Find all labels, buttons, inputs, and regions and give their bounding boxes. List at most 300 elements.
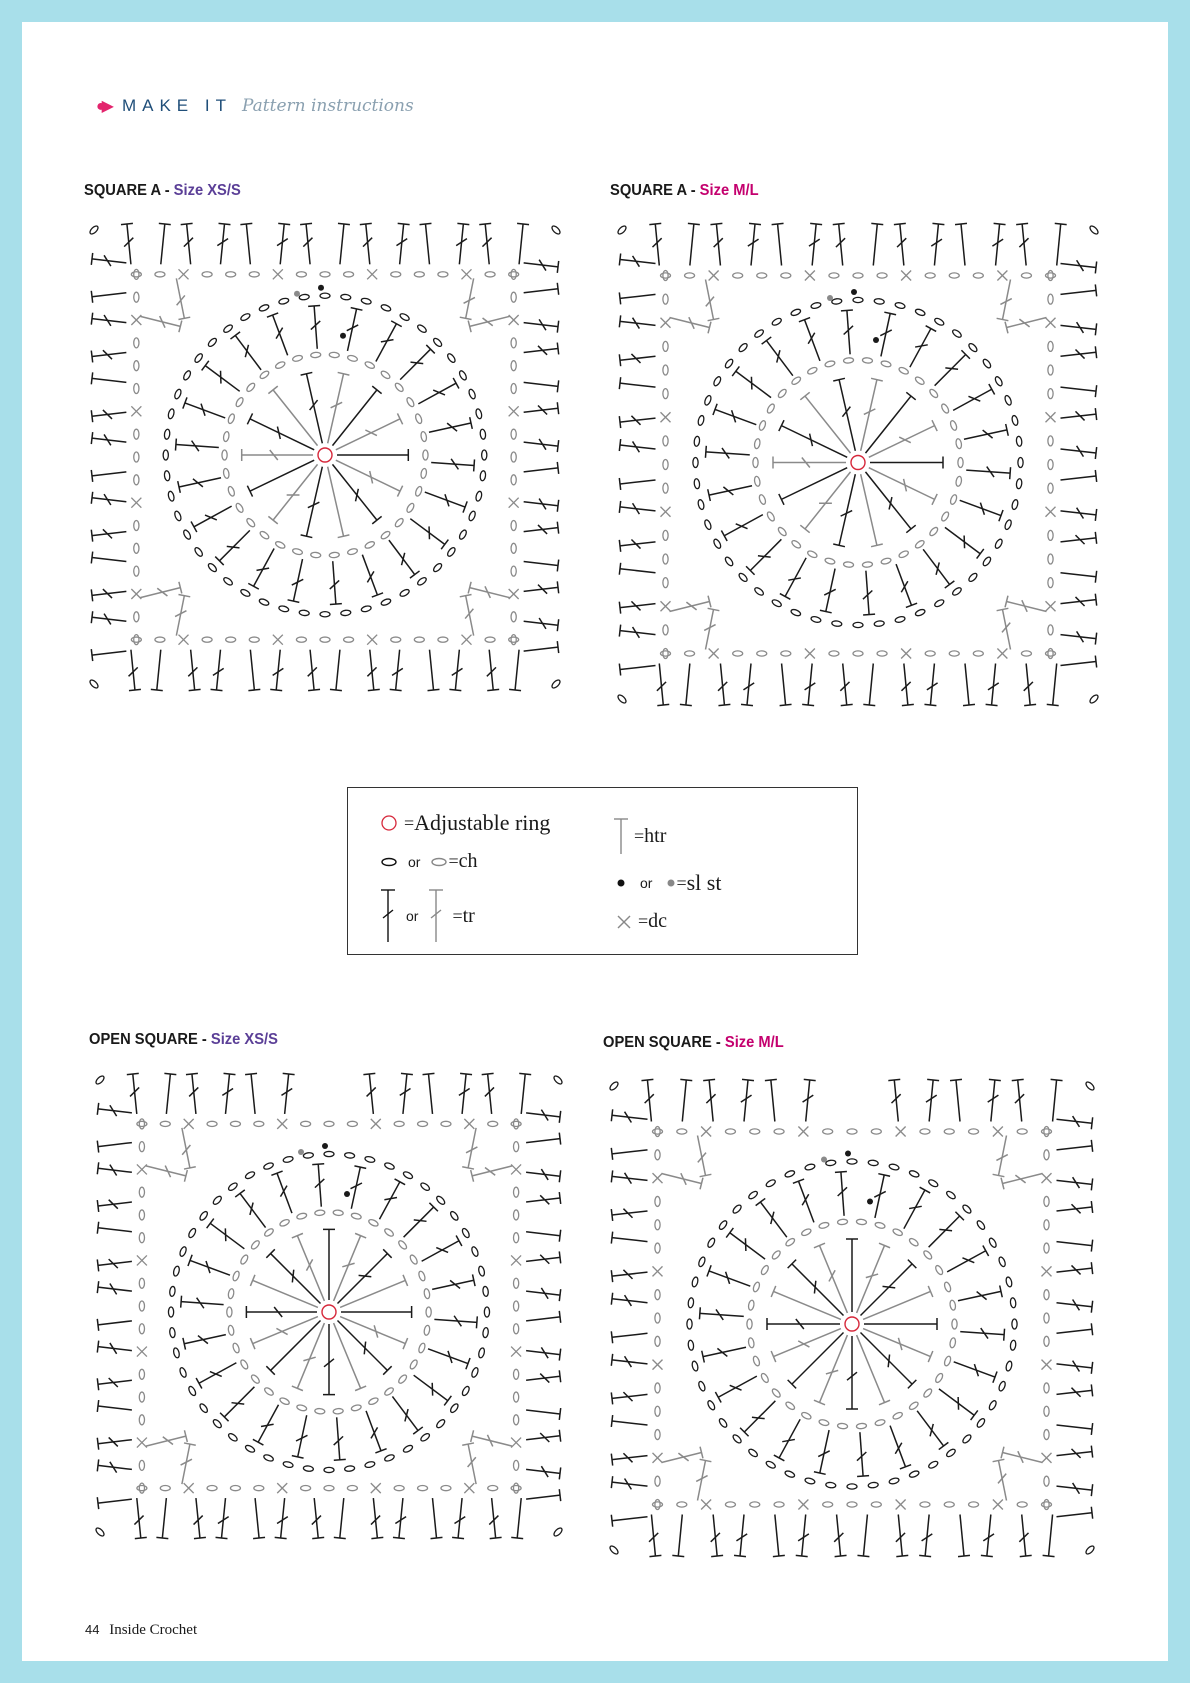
chain-symbol (137, 1486, 147, 1491)
chain-symbol (663, 625, 668, 635)
treble-symbol (312, 1164, 324, 1207)
chain-symbol (511, 384, 516, 394)
chain-symbol (853, 651, 863, 656)
chain-symbol (713, 376, 723, 387)
treble-symbol (869, 468, 937, 505)
chain-symbol (139, 1119, 144, 1129)
treble-symbol (460, 278, 475, 319)
chain-symbol (278, 605, 289, 613)
chain-symbol (1048, 625, 1053, 635)
chain-symbol (790, 608, 801, 617)
chain-symbol (837, 1423, 847, 1429)
chain-symbol (435, 1418, 446, 1429)
chain-symbol (368, 1218, 379, 1227)
chain-symbol (139, 1369, 144, 1379)
chain-symbol (227, 1432, 238, 1442)
treble-symbol (840, 664, 852, 706)
chain-symbol (416, 324, 427, 334)
dc-symbol (653, 1360, 663, 1370)
chain-symbol (807, 366, 818, 375)
chain-symbol (1012, 1319, 1017, 1329)
treble-symbol (1061, 594, 1097, 606)
chain-symbol (1048, 365, 1053, 375)
chain-symbol (347, 548, 358, 556)
dc-symbol (798, 1127, 808, 1137)
treble-symbol (460, 594, 474, 635)
chain-symbol (825, 1482, 836, 1488)
dc-symbol (805, 649, 815, 659)
chain-symbol (438, 637, 448, 642)
treble-symbol (471, 1166, 512, 1182)
chain-symbol (134, 269, 139, 279)
chain-symbol (663, 460, 668, 470)
chain-symbol (663, 341, 668, 351)
treble-symbol (330, 650, 342, 691)
chain-symbol (511, 612, 516, 622)
treble-symbol (422, 1236, 462, 1262)
treble-symbol (1061, 284, 1097, 296)
dc-symbol (509, 406, 519, 416)
chain-symbol (446, 353, 456, 364)
chain-symbol (1005, 1361, 1013, 1372)
chain-symbol (485, 637, 495, 642)
chain-symbol (895, 302, 906, 310)
treble-symbol (1057, 1116, 1093, 1129)
chain-symbol (423, 1325, 430, 1336)
chain-symbol (807, 550, 818, 559)
treble-symbol (939, 1389, 978, 1420)
chain-symbol (994, 376, 1004, 387)
chain-symbol (1005, 1276, 1013, 1287)
chain-symbol (458, 370, 468, 381)
treble-symbol (524, 641, 559, 653)
chain-symbol (951, 586, 962, 596)
treble-symbol (91, 432, 126, 445)
treble-symbol (425, 492, 467, 513)
treble-symbol (871, 223, 883, 265)
chain-symbol (1044, 1150, 1049, 1160)
treble-symbol (741, 664, 754, 706)
treble-symbol (245, 1073, 257, 1113)
chain-symbol (134, 292, 139, 302)
chain-symbol (361, 605, 372, 613)
dc-symbol (179, 269, 189, 279)
chain-symbol (212, 1195, 223, 1206)
treble-symbol (186, 1073, 198, 1113)
treble-symbol (917, 1411, 948, 1450)
dc-symbol (131, 589, 141, 599)
treble-symbol (1057, 1299, 1093, 1312)
treble-symbol (772, 223, 784, 265)
chain-symbol (416, 576, 427, 586)
chain-symbol (1046, 651, 1056, 656)
chain-symbol (134, 566, 139, 576)
chain-symbol (423, 1288, 430, 1299)
chain-symbol (655, 1476, 660, 1486)
chain-symbol (299, 294, 310, 300)
chain-symbol (244, 1444, 255, 1454)
treble-symbol (670, 596, 711, 612)
treble-symbol (91, 589, 126, 601)
chain-symbol (207, 1121, 217, 1126)
treble-symbol (619, 501, 655, 514)
chain-symbol (1018, 458, 1023, 468)
chain-symbol (351, 1404, 362, 1412)
chain-symbol (909, 1470, 920, 1479)
chain-symbol (898, 366, 909, 375)
treble-symbol (611, 1170, 647, 1183)
treble-symbol (266, 1320, 320, 1374)
treble-symbol (611, 1109, 647, 1122)
chain-symbol (364, 1156, 375, 1164)
treble-symbol (846, 1336, 858, 1409)
treble-symbol (216, 1498, 229, 1538)
chain-symbol (1046, 273, 1056, 278)
treble-symbol (726, 1228, 765, 1259)
chain-symbol (164, 470, 170, 481)
dc-symbol (997, 649, 1007, 659)
chain-symbol (781, 651, 791, 656)
chain-symbol (804, 1163, 815, 1171)
chain-symbol (829, 273, 839, 278)
treble-symbol (511, 1498, 523, 1538)
chain-symbol (296, 1404, 307, 1412)
chain-symbol (441, 1121, 451, 1126)
treble-symbol (611, 1148, 647, 1160)
treble-symbol (950, 1079, 962, 1121)
treble-symbol (151, 650, 163, 691)
chain-symbol (380, 598, 391, 607)
dc-symbol (709, 649, 719, 659)
treble-symbol (97, 1222, 132, 1234)
treble-symbol (366, 1411, 387, 1453)
chain-symbol (139, 1392, 144, 1402)
chain-symbol (713, 538, 723, 549)
chain-symbol (969, 1129, 979, 1134)
chain-symbol (182, 529, 192, 540)
chain-symbol (697, 415, 705, 426)
chain-symbol (155, 637, 165, 642)
chain-symbol (296, 1212, 307, 1220)
chain-symbol (847, 1159, 857, 1164)
treble-symbol (301, 372, 323, 443)
chain-symbol (134, 543, 139, 553)
half-treble-icon (612, 816, 630, 856)
chain-symbol (874, 298, 885, 304)
chain-symbol (245, 382, 256, 393)
open-square-ml-diagram (600, 1068, 1104, 1568)
chain-symbol (228, 1325, 235, 1336)
treble-symbol (1001, 1174, 1042, 1190)
treble-symbol (240, 223, 252, 264)
treble-symbol (861, 378, 883, 451)
slip-stitch-symbol (851, 289, 857, 295)
treble-symbol (680, 1079, 692, 1121)
treble-symbol (901, 664, 913, 706)
chain-symbol (760, 1264, 770, 1275)
chain-symbol (420, 468, 427, 479)
treble-symbol (97, 1281, 132, 1294)
dc-symbol (277, 1119, 287, 1129)
chain-symbol (881, 360, 892, 368)
treble-symbol (1057, 1483, 1093, 1496)
treble-symbol (277, 223, 290, 264)
chain-symbol (1044, 1220, 1049, 1230)
chain-symbol (315, 1408, 325, 1414)
chain-symbol (1085, 1545, 1096, 1556)
treble-symbol (993, 1459, 1007, 1500)
treble-symbol (963, 664, 975, 706)
chain-symbol (406, 397, 416, 408)
treble-symbol (611, 1415, 647, 1427)
chain-symbol (908, 1237, 919, 1247)
chain-symbol (187, 1227, 197, 1238)
dc-symbol (371, 1483, 381, 1493)
chain-symbol (179, 1367, 188, 1378)
treble-symbol (662, 1447, 703, 1463)
chain-symbol (824, 557, 835, 565)
chain-symbol (733, 651, 743, 656)
dc-symbol (464, 1483, 474, 1493)
treble-symbol (1057, 1384, 1093, 1396)
chain-symbol (757, 651, 767, 656)
chain-symbol (1004, 395, 1013, 406)
treble-symbol (904, 1187, 930, 1229)
chain-symbol (361, 297, 372, 305)
chain-symbol (655, 1243, 660, 1253)
chain-symbol (446, 546, 456, 557)
chain-symbol (283, 1156, 294, 1164)
open-square-xs-diagram (86, 1062, 572, 1550)
chain-symbol (435, 1195, 446, 1206)
treble-symbol (896, 1515, 908, 1557)
treble-symbol (91, 529, 126, 541)
chain-symbol (685, 273, 695, 278)
treble-symbol (703, 1079, 715, 1121)
chain-symbol (847, 1129, 857, 1134)
chain-symbol (655, 1220, 660, 1230)
treble-symbol (966, 467, 1010, 480)
chain-symbol (514, 1187, 519, 1197)
chain-symbol (394, 1121, 404, 1126)
chain-symbol (169, 1327, 175, 1338)
chain-symbol (514, 1142, 519, 1152)
chain-symbol (409, 1254, 419, 1265)
treble-symbol (699, 1307, 743, 1320)
chain-symbol (765, 1460, 776, 1470)
chain-symbol (131, 637, 141, 642)
chain-symbol (943, 1281, 951, 1292)
slip-stitch-symbol (873, 337, 879, 343)
chain-symbol (292, 355, 303, 363)
treble-symbol (338, 223, 350, 264)
chain-symbol (1048, 389, 1053, 399)
dc-symbol (896, 1127, 906, 1137)
treble-symbol (288, 559, 304, 602)
treble-symbol (611, 1270, 647, 1282)
chain-symbol (877, 651, 887, 656)
treble-symbol (841, 310, 853, 354)
chain-symbol (139, 1301, 144, 1311)
treble-symbol (649, 1515, 661, 1557)
chain-symbol (949, 1337, 956, 1348)
chain-symbol (409, 1359, 419, 1370)
treble-symbol (1057, 1507, 1093, 1519)
treble-symbol (134, 1498, 146, 1538)
chain-black-icon (380, 856, 398, 868)
chain-symbol (908, 1401, 919, 1411)
slip-stitch-symbol (318, 285, 324, 291)
chain-symbol (551, 679, 562, 690)
treble-symbol (833, 474, 855, 547)
chain-symbol (134, 338, 139, 348)
chain-symbol (324, 1467, 334, 1472)
chain-symbol (441, 1486, 451, 1491)
chain-symbol (223, 576, 234, 586)
chain-symbol (207, 337, 218, 348)
treble-symbol (688, 223, 700, 265)
treble-symbol (715, 1376, 756, 1402)
treble-symbol (888, 1079, 900, 1121)
chain-symbol (478, 1266, 486, 1277)
treble-symbol (1057, 1423, 1093, 1435)
page-footer (85, 1622, 197, 1639)
chain-symbol (244, 1170, 255, 1180)
slip-stitch-symbol (344, 1191, 350, 1197)
chain-symbol (235, 397, 245, 408)
chain-symbol (1044, 1500, 1049, 1510)
chain-symbol (1085, 1081, 1096, 1092)
chain-symbol (771, 1249, 782, 1260)
chain-symbol (250, 1239, 261, 1250)
chain-symbol (258, 304, 269, 313)
chain-symbol (771, 598, 782, 608)
chain-symbol (230, 1121, 240, 1126)
chain-symbol (303, 1152, 314, 1158)
treble-symbol (248, 549, 274, 590)
treble-symbol (960, 1328, 1004, 1341)
chain-symbol (1044, 1290, 1049, 1300)
treble-symbol (301, 467, 323, 538)
treble-symbol (619, 354, 655, 366)
treble-symbol (863, 664, 875, 706)
chain-symbol (898, 550, 909, 559)
slip-stitch-symbol (294, 291, 300, 297)
treble-symbol (267, 313, 288, 355)
chain-symbol (511, 292, 516, 302)
chain-symbol (202, 637, 212, 642)
chain-symbol (663, 365, 668, 375)
chain-symbol (976, 1220, 986, 1231)
treble-symbol (393, 1498, 406, 1538)
chain-symbol (663, 649, 668, 659)
dc-symbol (709, 271, 719, 281)
treble-symbol (874, 1174, 890, 1218)
dc-symbol (901, 649, 911, 659)
chain-symbol (449, 1210, 459, 1221)
chain-symbol (202, 272, 212, 277)
chain-symbol (973, 651, 983, 656)
treble-symbol (524, 260, 559, 273)
chain-symbol (134, 520, 139, 530)
chain-symbol (514, 1301, 519, 1311)
chain-symbol (1044, 1383, 1049, 1393)
chain-symbol (1044, 1476, 1049, 1486)
treble-symbol (803, 1079, 816, 1121)
chain-symbol (862, 357, 872, 363)
treble-symbol (459, 1073, 472, 1113)
treble-symbol (1061, 470, 1097, 482)
dc-symbol (509, 498, 519, 508)
treble-symbol (524, 618, 559, 631)
slip-stitch-symbol (340, 333, 346, 339)
chain-symbol (810, 302, 821, 310)
treble-symbol (1061, 260, 1097, 273)
treble-symbol (857, 1432, 869, 1476)
treble-symbol (1061, 322, 1097, 335)
chain-symbol (227, 413, 235, 424)
chain-symbol (228, 1288, 235, 1299)
chain-symbol (1048, 649, 1053, 659)
chain-symbol (240, 312, 251, 322)
treble-symbol (266, 1249, 320, 1303)
dc-symbol (367, 635, 377, 645)
chain-symbol (748, 1190, 759, 1200)
chain-symbol (134, 429, 139, 439)
chain-symbol (324, 1151, 334, 1156)
chain-symbol (344, 1152, 355, 1158)
treble-symbol (91, 611, 126, 624)
treble-symbol (178, 478, 221, 493)
dc-symbol (511, 1164, 521, 1174)
chain-symbol (1021, 651, 1031, 656)
chain-symbol (944, 1502, 954, 1507)
chain-symbol (949, 1300, 956, 1311)
chain-symbol (296, 637, 306, 642)
treble-symbol (865, 392, 915, 453)
chain-symbol (223, 431, 230, 442)
chain-symbol (227, 1182, 238, 1192)
treble-symbol (611, 1354, 647, 1367)
chain-symbol (856, 1219, 866, 1225)
chart-title-square-a-xs: SQUARE A - Size XS/S (84, 182, 241, 199)
treble-symbol (526, 1430, 561, 1442)
treble-symbol (619, 416, 655, 428)
chain-symbol (279, 1218, 290, 1227)
dc-symbol (701, 1127, 711, 1137)
chain-symbol (733, 273, 743, 278)
chain-symbol (207, 1486, 217, 1491)
treble-symbol (337, 1249, 391, 1303)
treble-symbol (526, 1110, 561, 1123)
chain-symbol (383, 1227, 394, 1237)
chain-symbol (968, 342, 979, 353)
chain-symbol (299, 610, 310, 616)
treble-symbol (706, 280, 720, 321)
chain-symbol (399, 588, 410, 598)
chain-symbol (915, 308, 926, 317)
chain-symbol (949, 273, 959, 278)
chain-symbol (707, 1237, 717, 1248)
adjustable-ring-symbol (322, 1305, 336, 1319)
chain-symbol (553, 1527, 564, 1538)
chain-symbol (777, 388, 788, 399)
treble-symbol (846, 1239, 858, 1312)
treble-symbol (97, 1497, 132, 1509)
chain-symbol (406, 502, 416, 513)
chain-symbol (347, 355, 358, 363)
treble-symbol (489, 1498, 501, 1538)
